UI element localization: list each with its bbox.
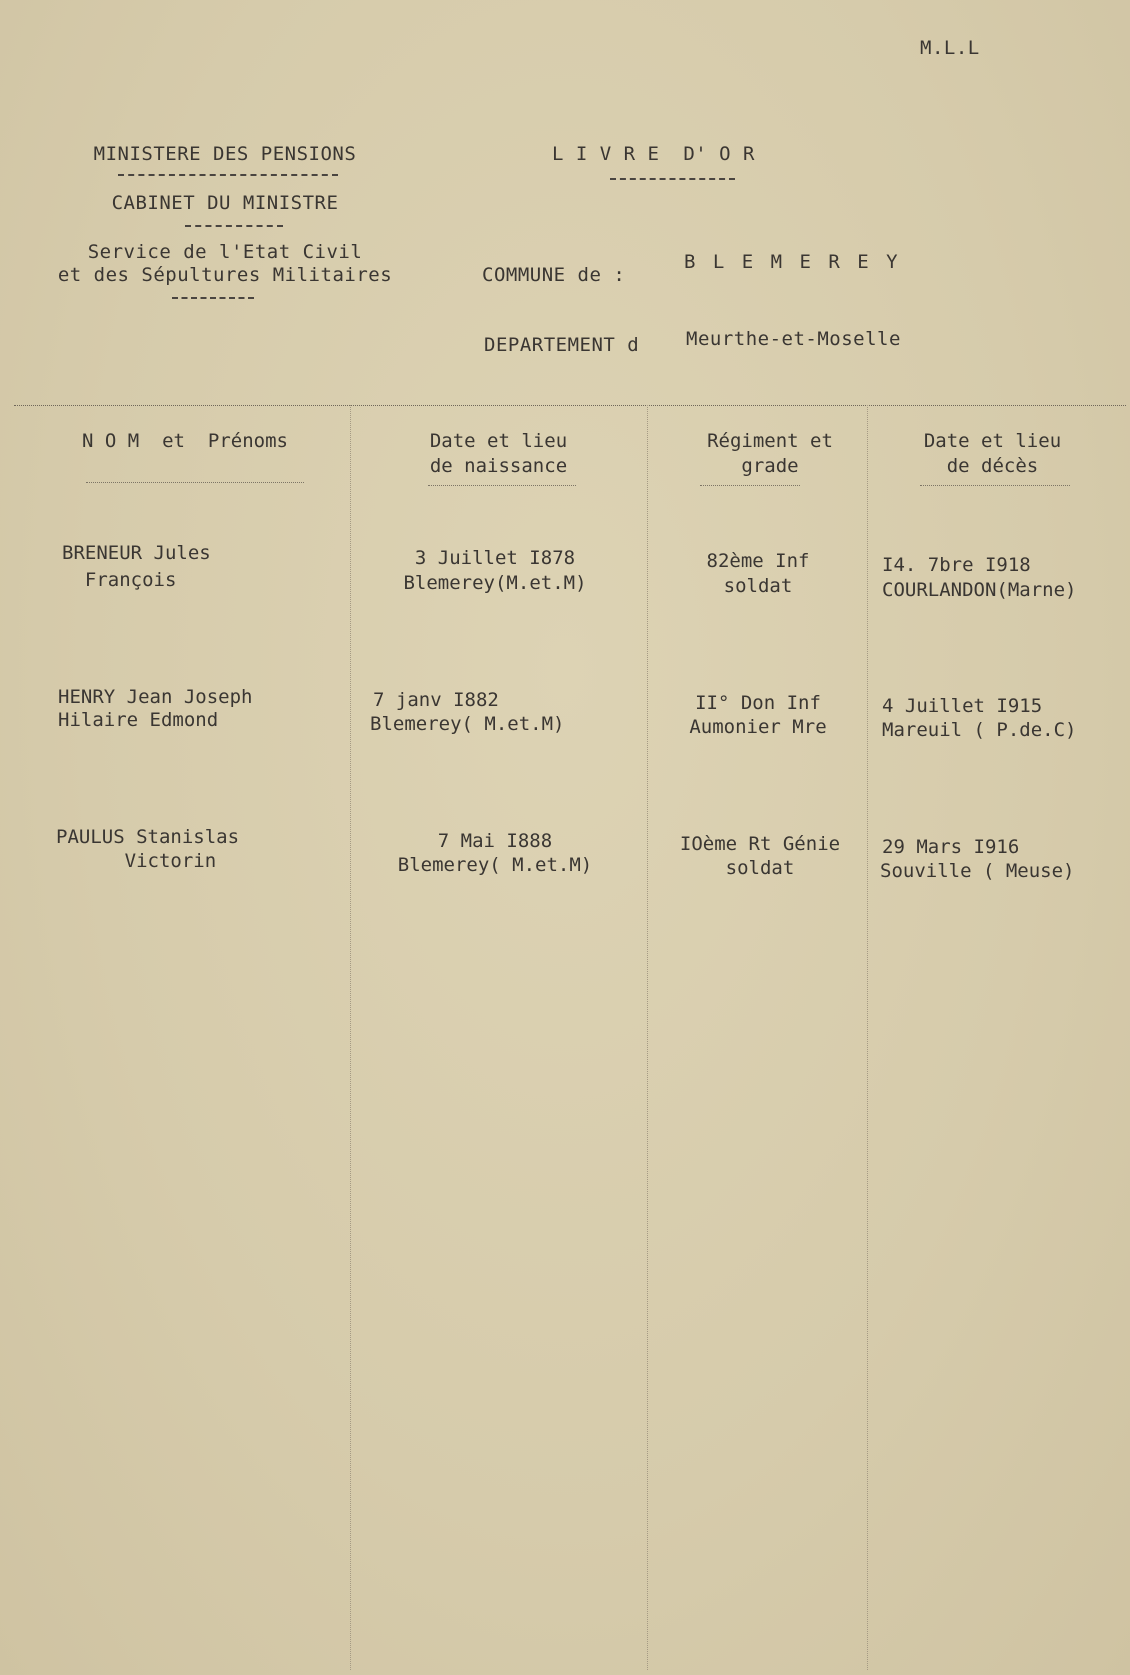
header-underline <box>428 485 576 486</box>
row-birth-place: Blemerey( M.et.M) <box>370 713 565 735</box>
row-regiment: IOème Rt Génie <box>679 833 841 855</box>
header-birth-2: de naissance <box>429 455 568 477</box>
divider <box>610 178 735 180</box>
row-death-date: 29 Mars I916 <box>882 836 1020 858</box>
row-name-2: Victorin <box>56 850 217 872</box>
ministry-title: MINISTERE DES PENSIONS <box>93 143 357 165</box>
header-underline <box>86 482 304 483</box>
row-regiment: 82ème Inf <box>706 550 810 572</box>
header-underline <box>700 485 800 486</box>
header-regiment: Régiment et <box>707 430 833 452</box>
row-birth-date: 3 Juillet I878 <box>414 547 576 569</box>
row-death-place: Mareuil ( P.de.C) <box>882 719 1077 741</box>
row-death-place: COURLANDON(Marne) <box>882 579 1077 601</box>
row-regiment: II° Don Inf <box>695 692 821 714</box>
commune-name: B L E M E R E Y <box>684 251 901 273</box>
row-name-1: PAULUS Stanislas <box>56 826 240 848</box>
commune-label: COMMUNE de : <box>482 264 626 286</box>
row-birth-place: Blemerey(M.et.M) <box>403 572 587 594</box>
service-line-1: Service de l'Etat Civil <box>87 241 363 263</box>
header-underline <box>920 485 1070 486</box>
header-death: Date et lieu <box>923 430 1062 452</box>
row-grade: soldat <box>723 575 793 597</box>
row-name-1: HENRY Jean Joseph <box>58 686 253 708</box>
divider <box>172 297 254 299</box>
table-top-rule <box>14 405 1126 406</box>
header-birth: Date et lieu <box>429 430 568 452</box>
department-name: Meurthe-et-Moselle <box>686 328 901 350</box>
divider <box>118 174 338 176</box>
header-name: N O M et Prénoms <box>82 430 288 452</box>
row-name-2: François <box>62 569 177 591</box>
row-name-2: Hilaire Edmond <box>58 709 219 731</box>
reference-code: M.L.L <box>920 37 980 59</box>
row-name-1: BRENEUR Jules <box>62 542 211 564</box>
row-death-place: Souville ( Meuse) <box>880 860 1075 882</box>
row-grade: soldat <box>725 857 795 879</box>
divider <box>185 225 283 227</box>
row-birth-date: 7 janv I882 <box>373 689 499 711</box>
department-label: DEPARTEMENT d <box>484 334 640 356</box>
row-death-date: I4. 7bre I918 <box>882 554 1031 576</box>
header-death-2: de décès <box>946 455 1039 477</box>
row-birth-place: Blemerey( M.et.M) <box>397 854 593 876</box>
row-birth-date: 7 Mai I888 <box>437 830 553 852</box>
header-regiment-2: grade <box>741 455 799 477</box>
row-grade: Aumonier Mre <box>689 716 827 738</box>
cabinet-title: CABINET DU MINISTRE <box>111 192 339 214</box>
book-title: L I V R E D' O R <box>552 143 755 165</box>
row-death-date: 4 Juillet I915 <box>882 695 1043 717</box>
service-line-2: et des Sépultures Militaires <box>57 264 393 286</box>
